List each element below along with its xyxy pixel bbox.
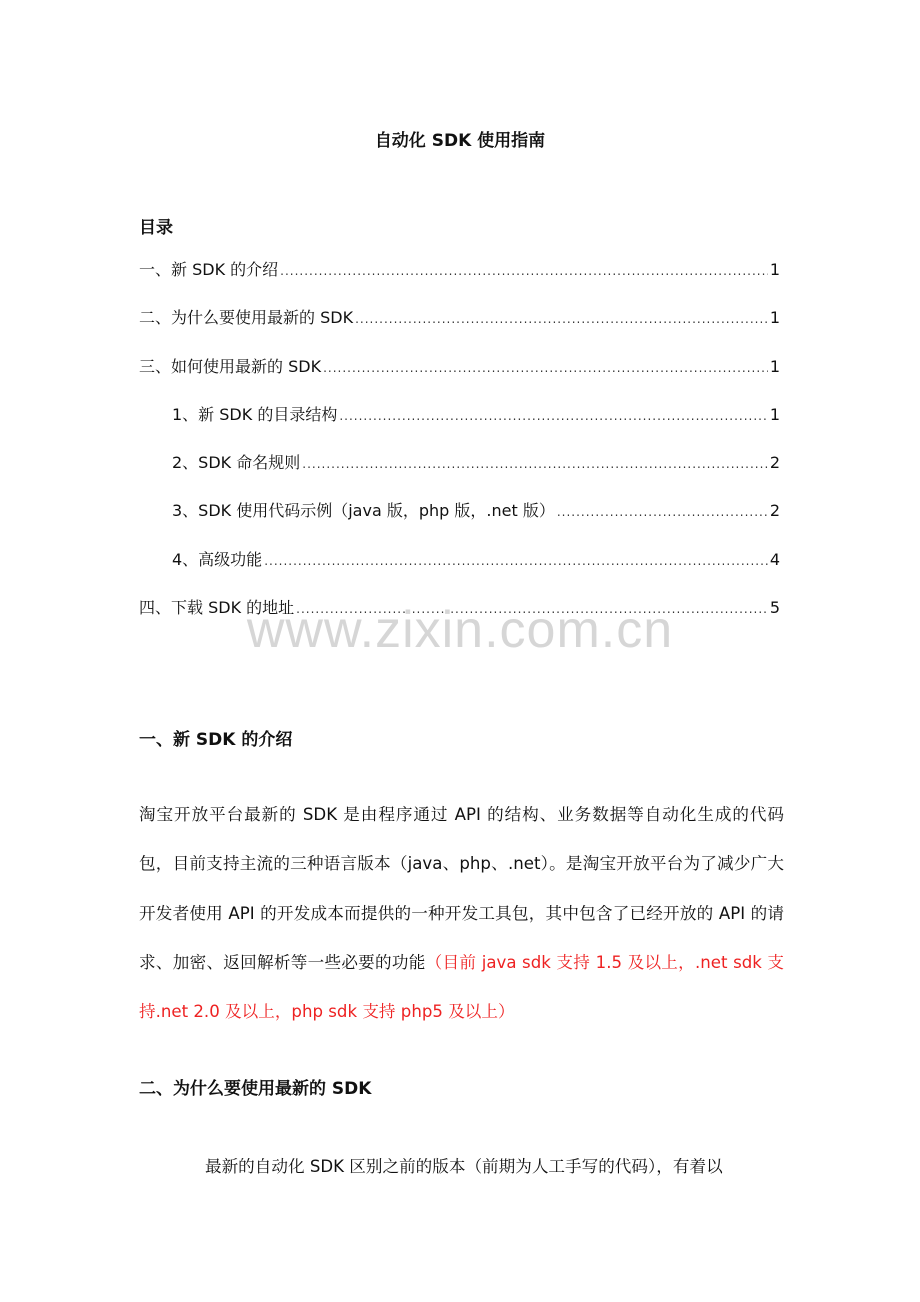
paragraph-text: 淘宝开放平台最新的 SDK 是由程序通过 API 的结构、业务数据等自动化生成的代码包，目前支持主流的三种语言版本（java、php、.net）。是淘宝开放平台为了减少广大开发者使用 API 的开发成本而提供的一种开发工具包，其中包含了已经开放的 API 的请求、加密、返回解析等一些必要的功能 [139,805,784,972]
toc-subentry[interactable] [139,499,780,547]
toc-leader-dots [302,452,768,476]
toc-entry-label: 二、为什么要使用最新的 SDK [139,308,354,328]
toc-entry-label: 3、SDK 使用代码示例（java 版，php 版，.net 版） [172,501,555,521]
toc-entry[interactable] [139,355,780,403]
toc-leader-dots [557,500,768,524]
document-title: 自动化 SDK 使用指南 [374,131,546,151]
toc-leader-dots [280,259,768,283]
toc-entry[interactable] [139,306,780,354]
section-why-paragraph: 最新的自动化 SDK 区别之前的版本（前期为人工手写的代码），有着以 [205,1157,723,1176]
toc-entry-page: 2 [769,453,780,473]
version-support-note: （目前 java sdk 支持 1.5 及以上，.net sdk 支持.net 2.0 及以上，php sdk 支持 php5 及以上） [139,952,784,1022]
watermark: www.zixin.com.cn [246,601,674,659]
toc-entry-page: 1 [769,308,780,328]
table-of-contents [139,258,780,644]
toc-heading: 目录 [139,218,173,238]
section-intro-paragraph [139,790,784,1036]
toc-leader-dots [323,356,768,380]
toc-entry-label: 一、新 SDK 的介绍 [139,260,279,279]
toc-entry-page: 1 [769,356,780,376]
toc-entry-page: 1 [769,260,780,279]
section-heading-intro: 一、新 SDK 的介绍 [139,730,293,750]
toc-entry-page: 4 [769,549,780,569]
toc-entry-label: 四、下载 SDK 的地址 [139,598,295,618]
toc-entry-label: 1、新 SDK 的目录结构 [172,404,338,424]
toc-leader-dots [264,549,768,573]
toc-entry[interactable] [139,258,780,306]
section-heading-why: 二、为什么要使用最新的 SDK [139,1079,372,1099]
toc-entry-page: 1 [769,404,780,424]
toc-subentry[interactable] [139,451,780,499]
toc-entry-label: 4、高级功能 [172,549,263,569]
toc-entry-label: 2、SDK 命名规则 [172,453,301,473]
toc-subentry[interactable] [139,403,780,451]
toc-entry-page: 2 [769,501,780,521]
toc-entry-page: 5 [769,598,780,618]
toc-entry-label: 三、如何使用最新的 SDK [139,356,322,376]
toc-subentry[interactable] [139,548,780,596]
toc-leader-dots [339,404,767,428]
toc-leader-dots [355,307,768,331]
